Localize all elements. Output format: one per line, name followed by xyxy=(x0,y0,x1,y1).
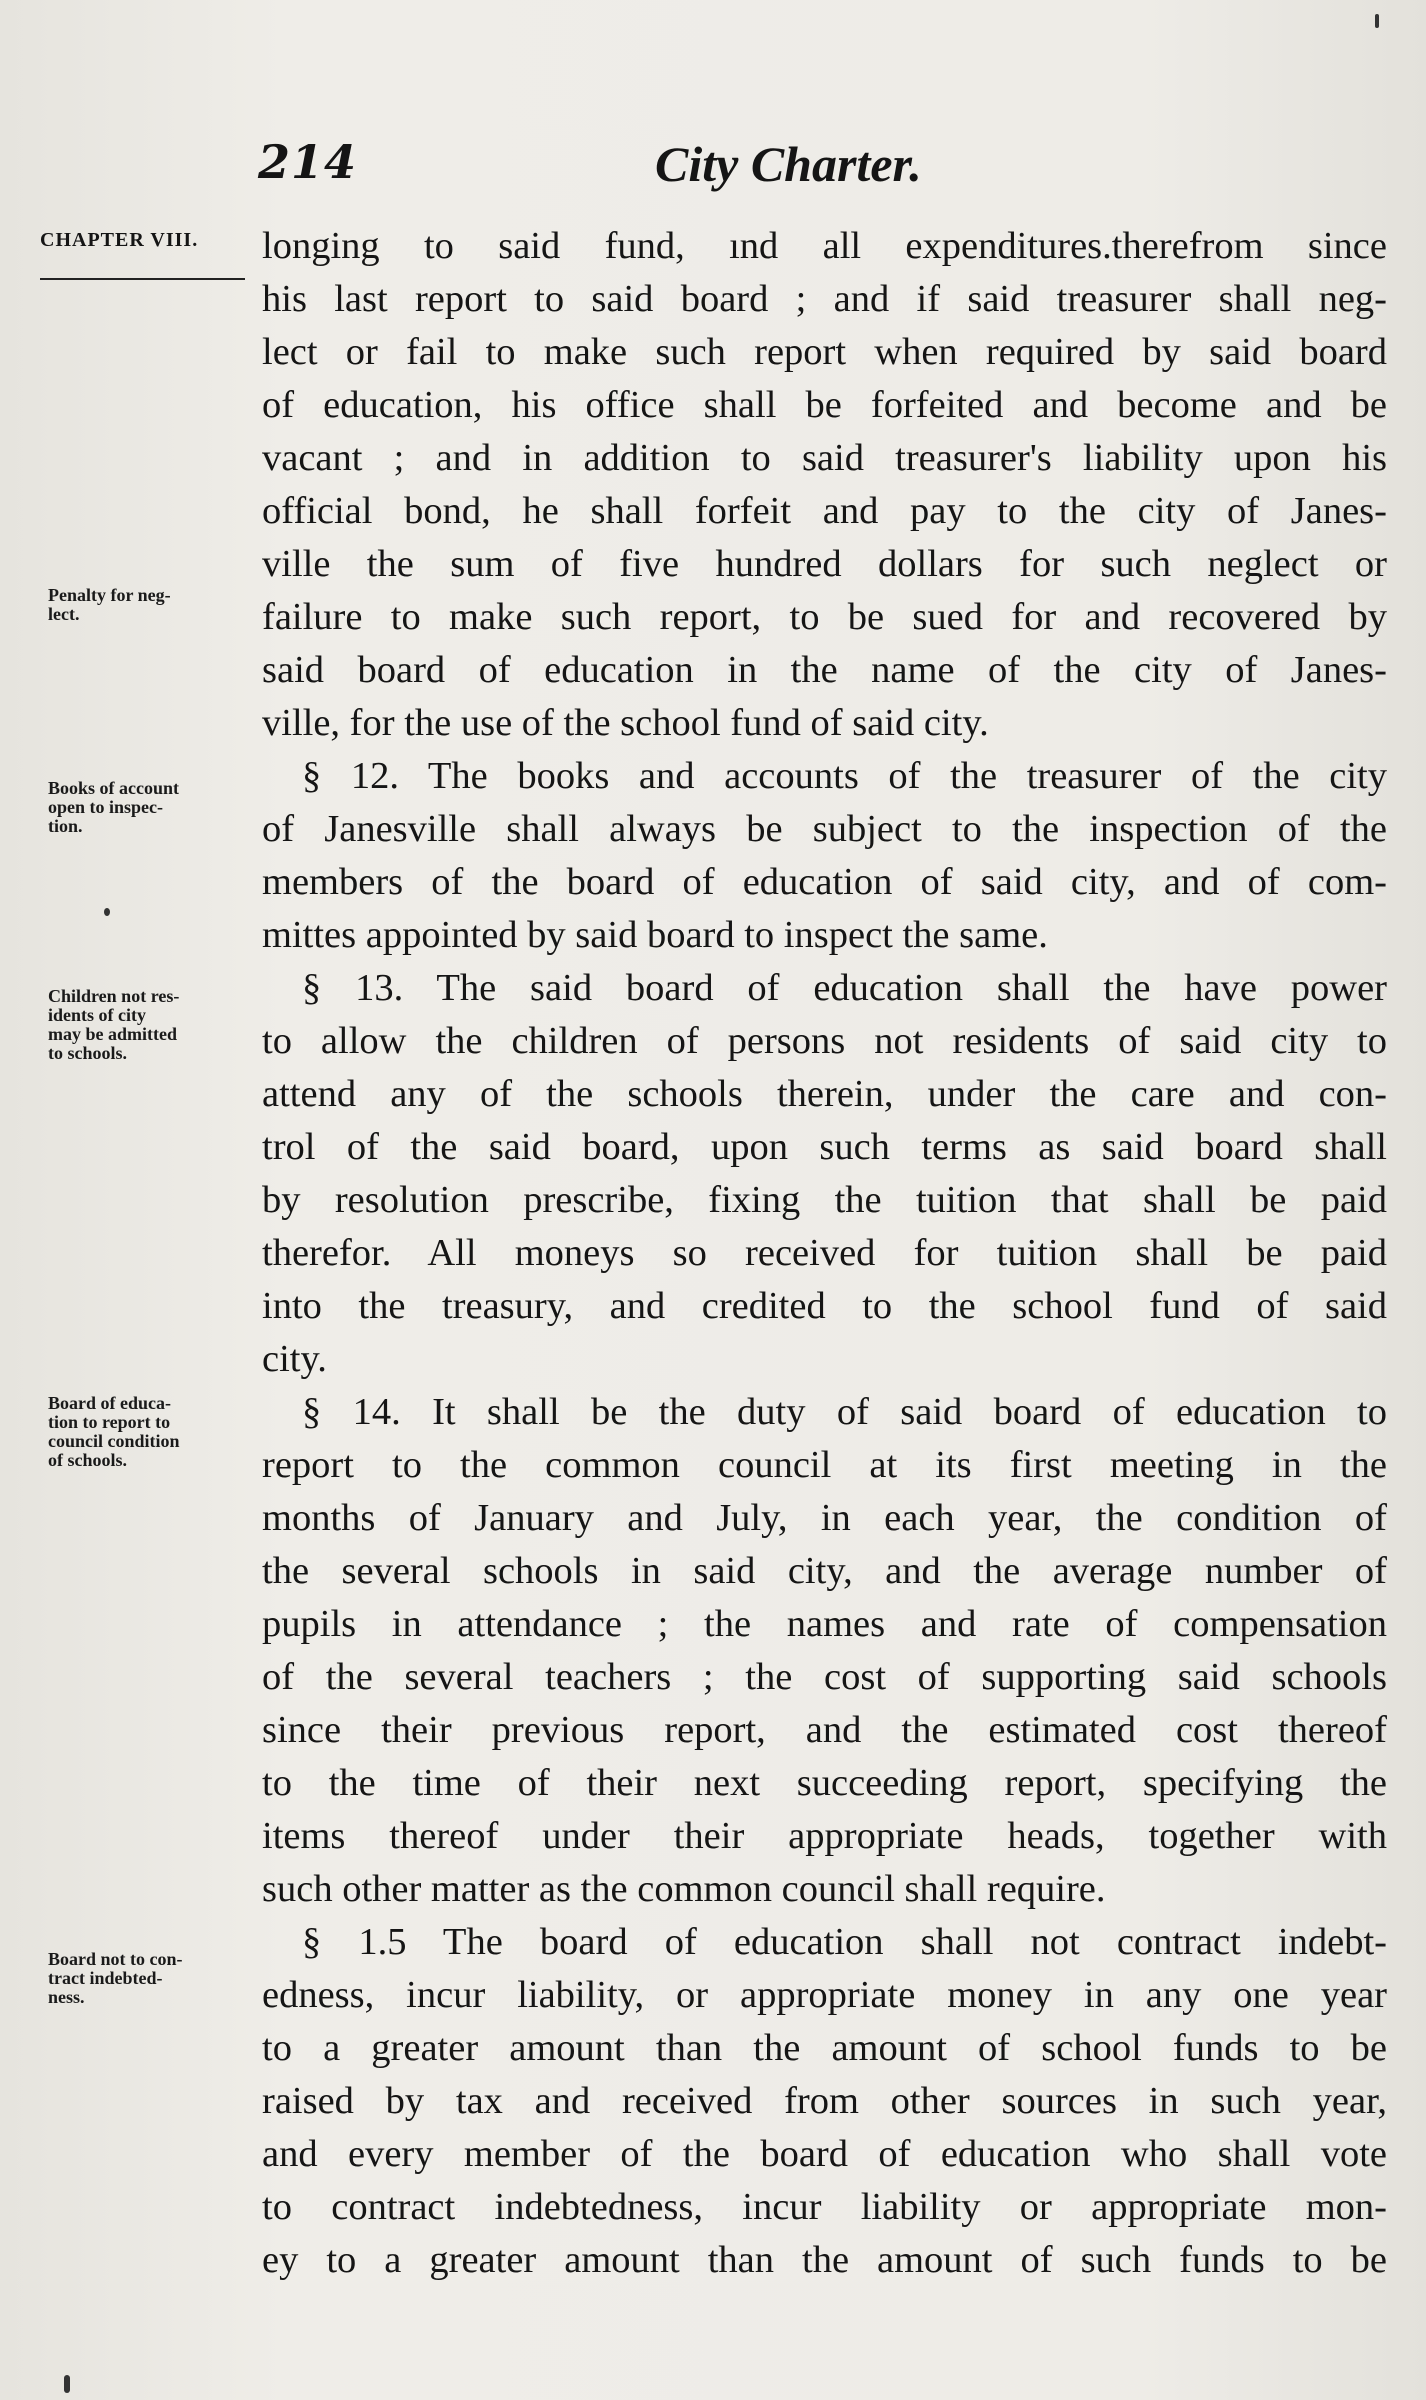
text-line: § 13. The said board of education shall the have power xyxy=(302,967,1387,1009)
text-line: mittes appointed by said board to inspect the same. xyxy=(262,914,1048,956)
text-line: failure to make such report, to be sued for and recovered by xyxy=(262,596,1387,638)
text-line: ey to a greater amount than the amount of such funds to be xyxy=(262,2239,1387,2281)
text-line: to the time of their next succeeding report, specifying the xyxy=(262,1762,1387,1804)
chapter-label: CHAPTER VIII. xyxy=(40,229,199,251)
text-line: such other matter as the common council shall require. xyxy=(262,1868,1106,1910)
text-line: his last report to said board ; and if said treasurer shall neg- xyxy=(262,278,1387,320)
text-line: by resolution prescribe, fixing the tuition that shall be paid xyxy=(262,1179,1387,1221)
text-line: months of January and July, in each year, the condition of xyxy=(262,1497,1387,1539)
text-line: lect or fail to make such report when required by said board xyxy=(262,331,1387,373)
text-line: ville, for the use of the school fund of said city. xyxy=(262,702,989,744)
text-line: of Janesville shall always be subject to the inspection of the xyxy=(262,808,1387,850)
text-line: § 14. It shall be the duty of said board of education to xyxy=(302,1391,1387,1433)
text-line: of the several teachers ; the cost of supporting said schools xyxy=(262,1656,1387,1698)
text-line: attend any of the schools therein, under the care and con- xyxy=(262,1073,1387,1115)
text-line: longing to said fund, ınd all expenditures.therefrom since xyxy=(262,225,1387,267)
text-line: and every member of the board of education who shall vote xyxy=(262,2133,1387,2175)
text-line: raised by tax and received from other sources in such year, xyxy=(262,2080,1387,2122)
running-head: City Charter. xyxy=(655,136,922,192)
text-line: official bond, he shall forfeit and pay to the city of Janes- xyxy=(262,490,1387,532)
text-line: therefor. All moneys so received for tuition shall be paid xyxy=(262,1232,1387,1274)
body-text xyxy=(262,220,1387,2287)
ink-speck xyxy=(64,2375,70,2393)
page-header xyxy=(0,135,1426,205)
ink-speck xyxy=(1375,14,1379,28)
margin-note-children: Children not res- idents of city may be admitted to schools. xyxy=(48,986,180,1063)
text-line: to allow the children of persons not residents of said city to xyxy=(262,1020,1387,1062)
text-line: into the treasury, and credited to the school fund of said xyxy=(262,1285,1387,1327)
text-line: said board of education in the name of the city of Janes- xyxy=(262,649,1387,691)
text-line: city. xyxy=(262,1338,327,1380)
ink-speck xyxy=(104,908,110,916)
margin-note-board-debt: Board not to con- tract indebted- ness. xyxy=(48,1949,183,2007)
text-line: vacant ; and in addition to said treasurer's liability upon his xyxy=(262,437,1387,479)
text-line: to a greater amount than the amount of school funds to be xyxy=(262,2027,1387,2069)
text-line: ville the sum of five hundred dollars for such neglect or xyxy=(262,543,1387,585)
text-line: trol of the said board, upon such terms as said board shall xyxy=(262,1126,1387,1168)
text-line: to contract indebtedness, incur liability or appropriate mon- xyxy=(262,2186,1387,2228)
text-line: the several schools in said city, and the average number of xyxy=(262,1550,1387,1592)
page-number: 214 xyxy=(258,135,358,189)
margin-note-board-report: Board of educa- tion to report to council condition of schools. xyxy=(48,1393,180,1470)
text-line: pupils in attendance ; the names and rate of compensation xyxy=(262,1603,1387,1645)
text-line: report to the common council at its first meeting in the xyxy=(262,1444,1387,1486)
text-line: edness, incur liability, or appropriate money in any one year xyxy=(262,1974,1387,2016)
margin-note-penalty: Penalty for neg- lect. xyxy=(48,585,171,624)
margin-note-books: Books of account open to inspec- tion. xyxy=(48,778,180,836)
chapter-rule xyxy=(40,278,245,280)
text-line: since their previous report, and the estimated cost thereof xyxy=(262,1709,1387,1751)
text-line: § 12. The books and accounts of the treasurer of the city xyxy=(302,755,1387,797)
text-line: items thereof under their appropriate heads, together with xyxy=(262,1815,1387,1857)
text-line: members of the board of education of said city, and of com- xyxy=(262,861,1387,903)
text-line: of education, his office shall be forfeited and become and be xyxy=(262,384,1387,426)
text-line: § 1.5 The board of education shall not contract indebt- xyxy=(302,1921,1387,1963)
